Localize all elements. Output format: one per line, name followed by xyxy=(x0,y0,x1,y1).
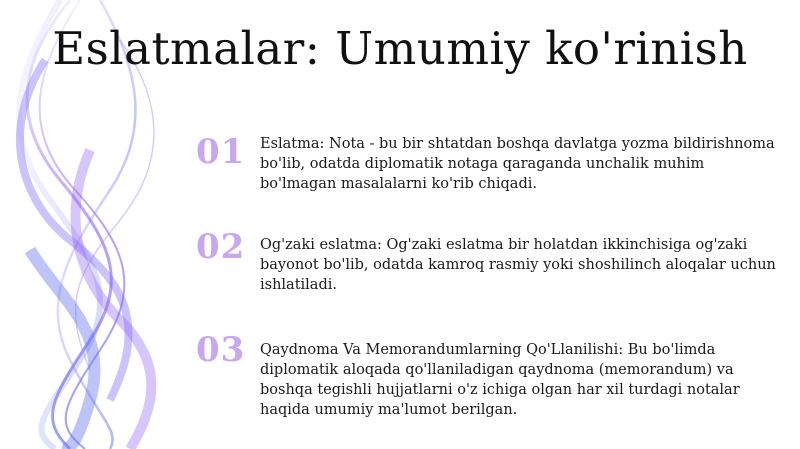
item-text: Eslatma: Nota - bu bir shtatdan boshqa davlatga yozma bildirishnoma bo'lib, odatda diplomatik notaga qaraganda unchalik muhim bo'lmagan masalalarni ko'rib chiqadi. xyxy=(260,136,775,192)
item-text: Og'zaki eslatma: Og'zaki eslatma bir holatdan ikkinchisiga og'zaki bayonot bo'lib, odatda kamroq rasmiy yoki shoshilinch aloqalar uchun ishlatiladi. xyxy=(260,237,776,293)
item-number: 03 xyxy=(196,330,246,370)
page-title: Eslatmalar: Umumiy ko'rinish xyxy=(52,22,748,75)
item-number: 01 xyxy=(196,132,246,172)
item-text: Qaydnoma Va Memorandumlarning Qo'Llanilishi: Bu bo'limda diplomatik aloqada qo'llaniladigan qaydnoma (memorandum) va boshqa tegishli hujjatlarni o'z ichiga olgan har xil turdagi notalar haqida umumiy ma'lumot berilgan. xyxy=(260,342,740,418)
item-number: 02 xyxy=(196,227,246,267)
